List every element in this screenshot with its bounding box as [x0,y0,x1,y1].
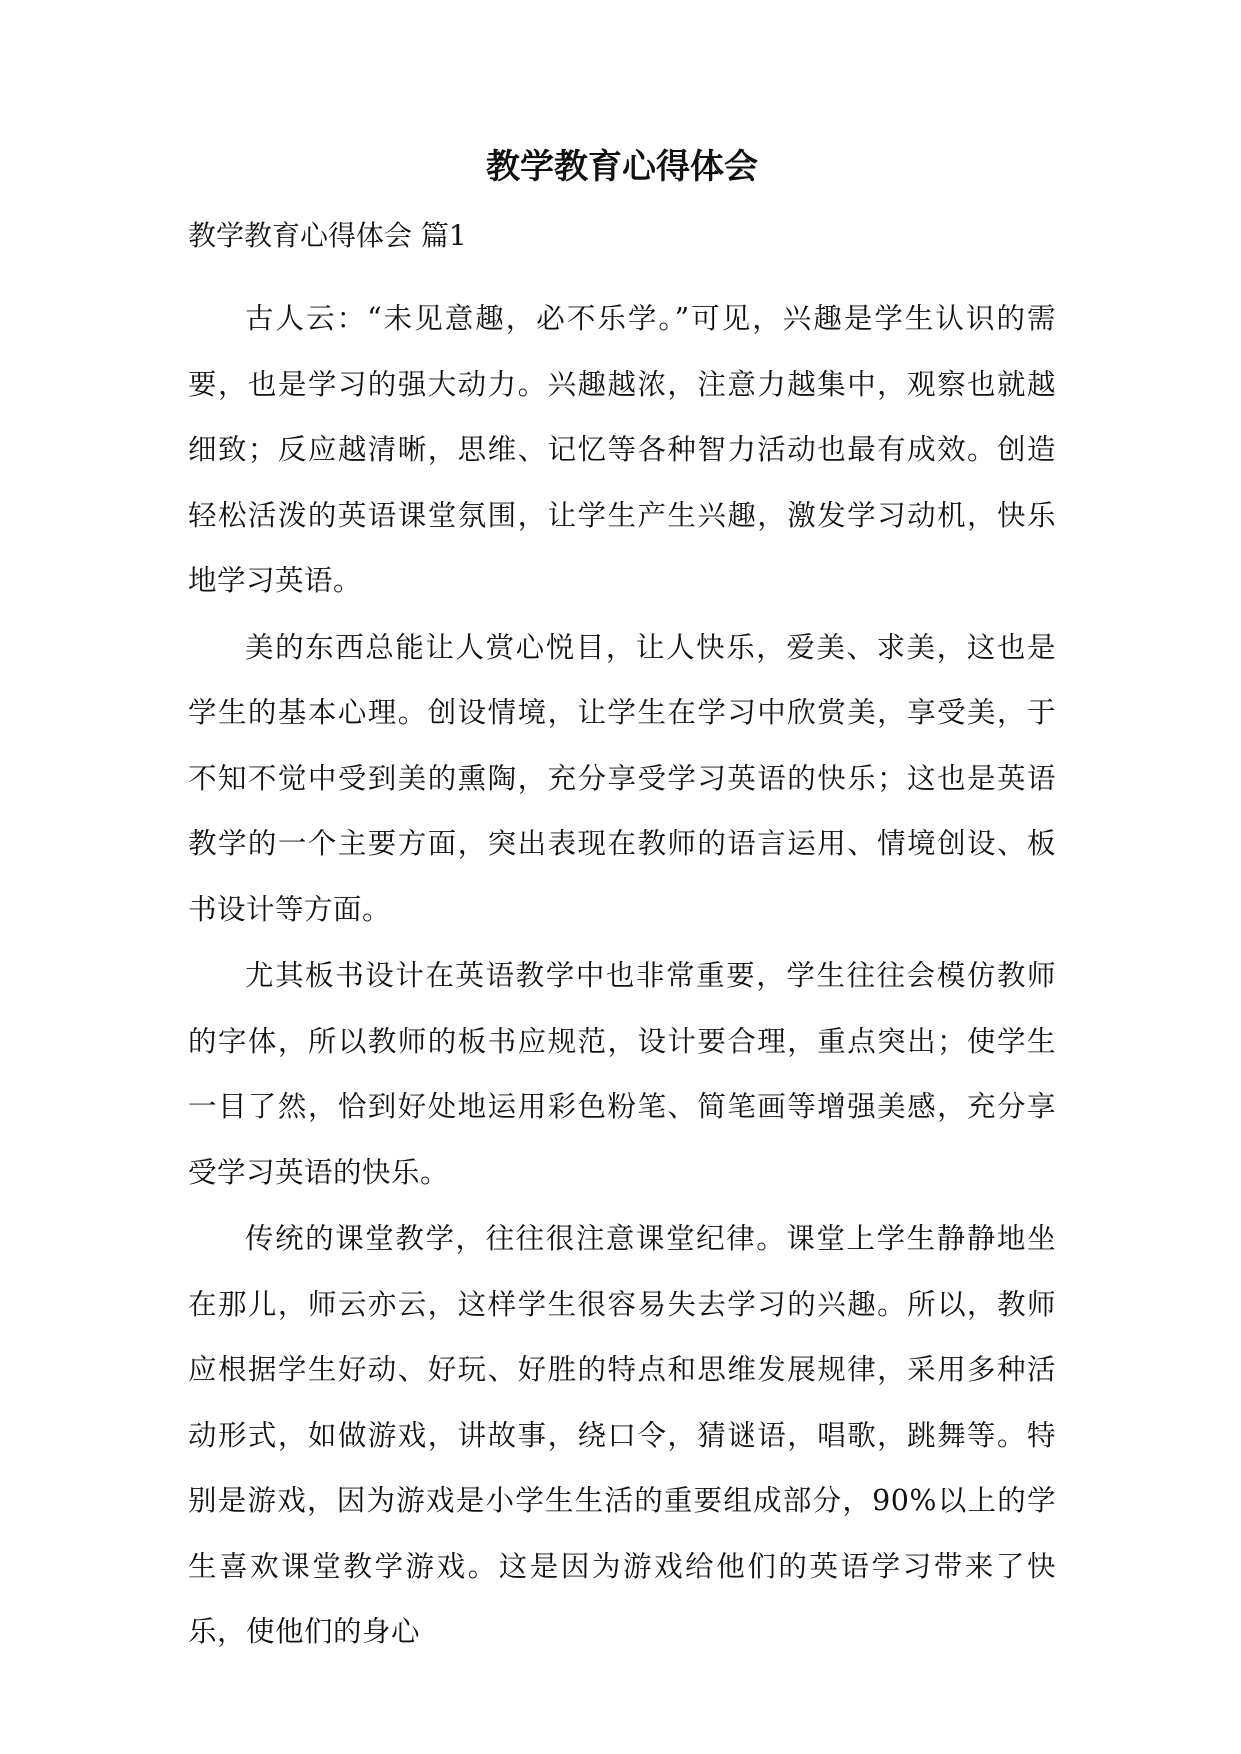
section-heading: 教学教育心得体会 篇1 [188,219,467,252]
document-title: 教学教育心得体会 [486,147,758,187]
document-page [188,147,1056,1666]
paragraph: 美的东西总能让人赏心悦目，让人快乐，爱美、求美，这也是学生的基本心理。创设情境，让学生在学习中欣赏美，享受美，于不知不觉中受到美的熏陶，充分享受学习英语的快乐；这也是英语教学的一个主要方面，突出表现在教师的语言运用、情境创设、板书设计等方面。 [188,630,1056,926]
paragraph: 古人云：“未见意趣，必不乐学。”可见，兴趣是学生认识的需要，也是学习的强大动力。兴趣越浓，注意力越集中，观察也就越细致；反应越清晰，思维、记忆等各种智力活动也最有成效。创造轻松活泼的英语课堂氛围，让学生产生兴趣，激发学习动机，快乐地学习英语。 [188,302,1056,597]
paragraph: 尤其板书设计在英语教学中也非常重要，学生往往会模仿教师的字体，所以教师的板书应规范，设计要合理，重点突出；使学生一目了然，恰到好处地运用彩色粉笔、简笔画等增强美感，充分享受学习英语的快乐。 [188,959,1056,1189]
paragraph: 传统的课堂教学，往往很注意课堂纪律。课堂上学生静静地坐在那儿，师云亦云，这样学生很容易失去学习的兴趣。所以，教师应根据学生好动、好玩、好胜的特点和思维发展规律，采用多种活动形式，如做游戏，讲故事，绕口令，猜谜语，唱歌，跳舞等。特别是游戏，因为游戏是小学生生活的重要组成部分，90%以上的学生喜欢课堂教学游戏。这是因为游戏给他们的英语学习带来了快乐，使他们的身心 [188,1222,1056,1648]
